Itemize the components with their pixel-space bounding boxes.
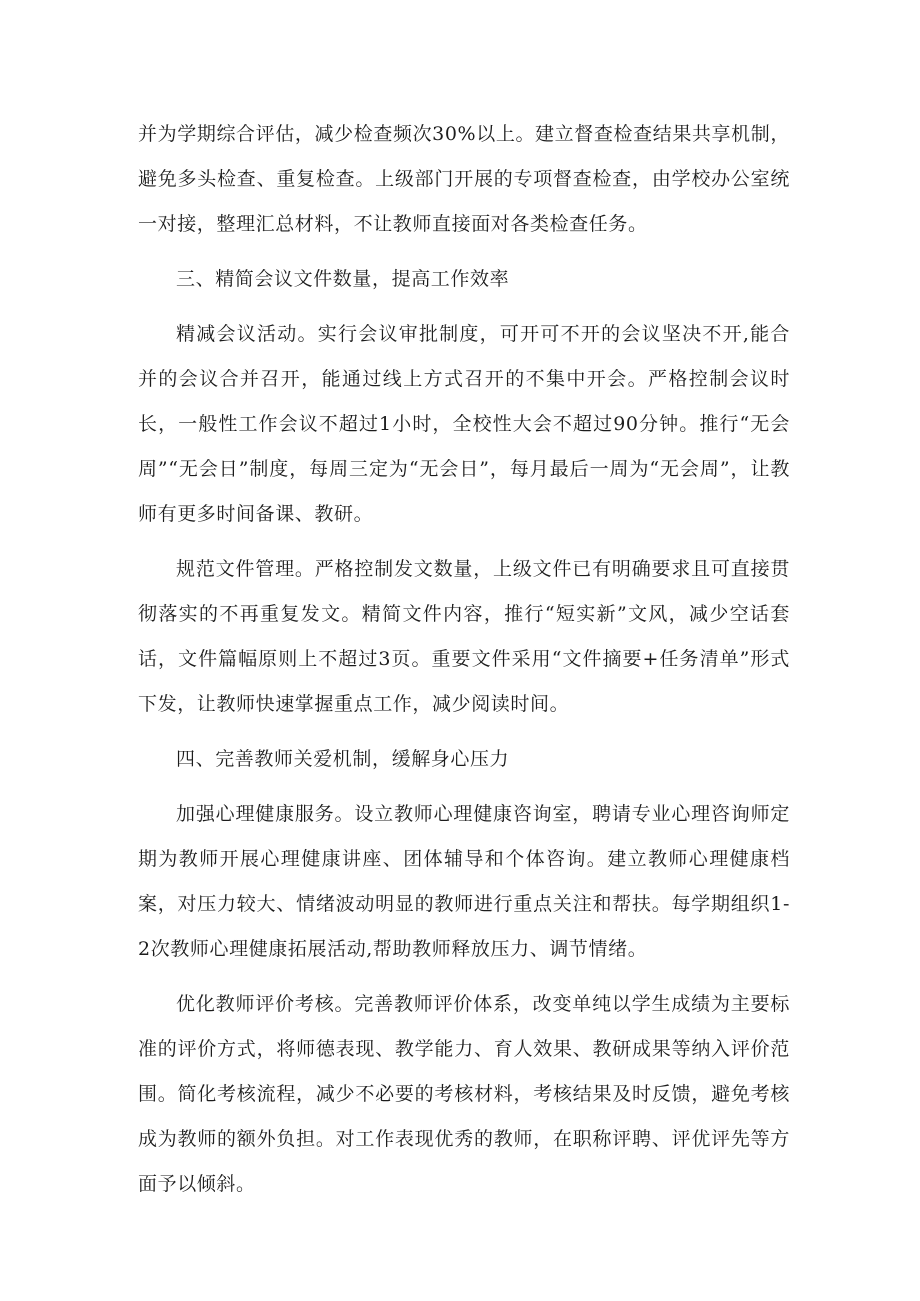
document-body xyxy=(138,112,790,1217)
section-heading-three: 三、精简会议文件数量，提高工作效率 xyxy=(176,268,510,290)
paragraph-continuation: 并为学期综合评估，减少检查频次30%以上。建立督查检查结果共享机制，避免多头检查、重复检查。上级部门开展的专项督查检查，由学校办公室统一对接，整理汇总材料，不让教师直接面对各类检查任务。 xyxy=(138,123,790,235)
paragraph-reduce-meetings: 精减会议活动。实行会议审批制度，可开可不开的会议坚决不开,能合并的会议合并召开，能通过线上方式召开的不集中开会。严格控制会议时长，一般性工作会议不超过1小时，全校性大会不超过90分钟。推行“无会周”“无会日”制度，每周三定为“无会日”，每月最后一周为“无会周”，让教师有更多时间备课、教研。 xyxy=(138,323,790,525)
paragraph-evaluation: 优化教师评价考核。完善教师评价体系，改变单纯以学生成绩为主要标准的评价方式，将师德表现、教学能力、育人效果、教研成果等纳入评价范围。简化考核流程，减少不必要的考核材料，考核结果及时反馈，避免考核成为教师的额外负担。对工作表现优秀的教师，在职称评聘、评优评先等方面予以倾斜。 xyxy=(138,993,790,1195)
paragraph-document-management: 规范文件管理。严格控制发文数量，上级文件已有明确要求且可直接贯彻落实的不再重复发文。精简文件内容，推行“短实新”文风，减少空话套话，文件篇幅原则上不超过3页。重要文件采用“文件摘要+任务清单”形式下发，让教师快速掌握重点工作，减少阅读时间。 xyxy=(138,558,790,715)
paragraph-mental-health: 加强心理健康服务。设立教师心理健康咨询室，聘请专业心理咨询师定期为教师开展心理健康讲座、团体辅导和个体咨询。建立教师心理健康档案，对压力较大、情绪波动明显的教师进行重点关注和帮扶。每学期组织1-2次教师心理健康拓展活动,帮助教师释放压力、调节情绪。 xyxy=(138,803,790,960)
section-heading-four: 四、完善教师关爱机制，缓解身心压力 xyxy=(176,748,510,770)
